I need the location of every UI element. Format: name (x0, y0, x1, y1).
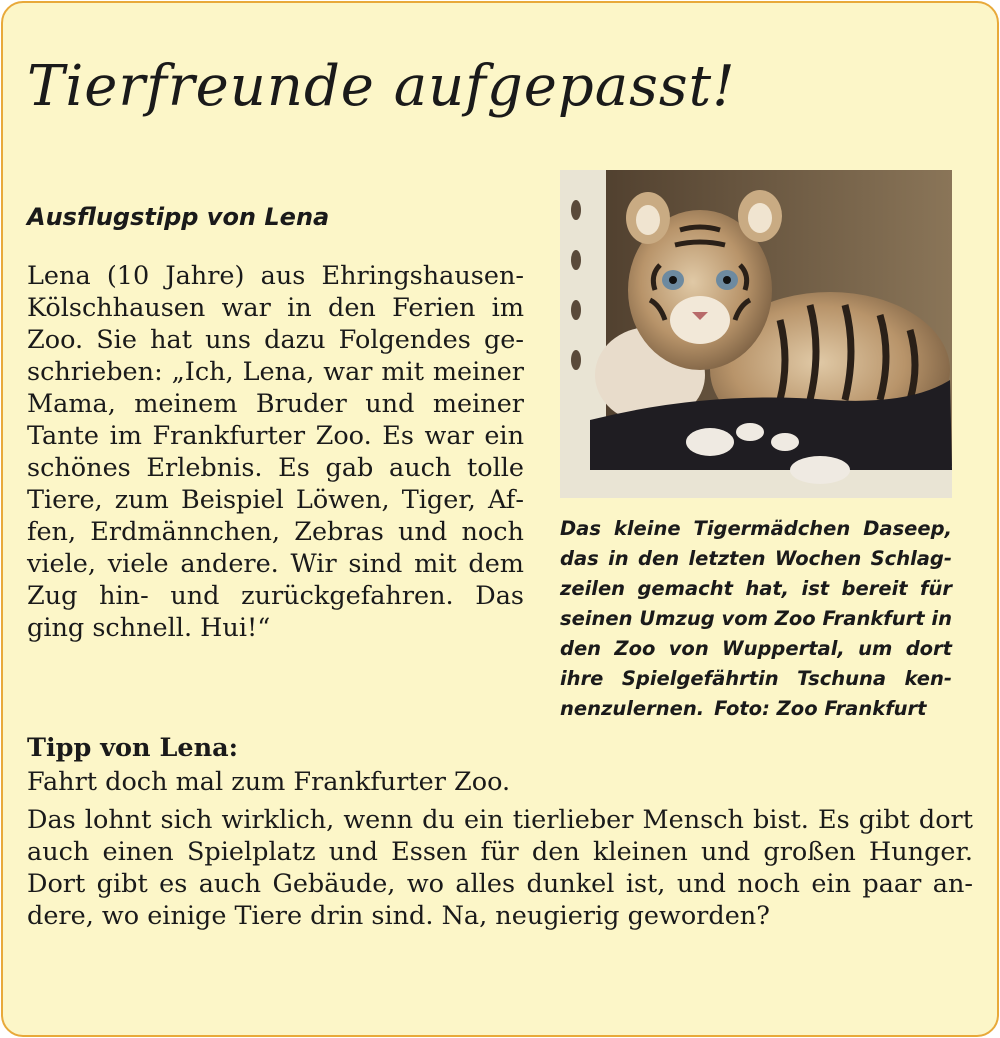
article-subhead: Ausflugstipp von Lena (27, 203, 330, 231)
tiger-cub-photo (560, 170, 952, 498)
article-box (1, 1, 999, 1037)
tipp-first-line: Fahrt doch mal zum Frankfurter Zoo. (27, 767, 511, 797)
photo-caption (560, 514, 952, 724)
photo-credit: Foto: Zoo Frankfurt (714, 697, 927, 720)
article-title: Tierfreunde aufgepasst! (27, 54, 736, 119)
tiger-cub-illustration (560, 170, 952, 498)
tipp-body: Das lohnt sich wirklich, wenn du ein tierlieber Mensch bist. Es gibt dort auch einen Spielplatz und Essen für den kleinen und großen Hunger. Dort gibt es auch Gebäude, wo alles dunkel ist, und noch ein paar andere, wo einige Tiere drin sind. Na, neugierig geworden? (27, 805, 973, 931)
caption-text: Das kleine Tigermädchen Daseep, das in den letzten Wochen Schlagzeilen gemacht hat, ist bereit für seinen Umzug vom Zoo Frankfurt in den Zoo von Wuppertal, um dort ihre Spielgefährtin Tschuna kennenzulernen. (560, 517, 952, 720)
article-body: Lena (10 Jahre) aus Ehringshausen-Kölschhausen war in den Ferien im Zoo. Sie hat uns dazu Folgendes geschrieben: „Ich, Lena, war mit meiner Mama, meinem Bruder und meiner Tante im Frankfurter Zoo. Es war ein schönes Erlebnis. Es gab auch tolle Tiere, zum Beispiel Löwen, Tiger, Affen, Erdmännchen, Zebras und noch viele, viele andere. Wir sind mit dem Zug hin- und zurückgefahren. Das ging schnell. Hui!“ (27, 261, 524, 643)
tipp-label: Tipp von Lena: (27, 733, 239, 763)
